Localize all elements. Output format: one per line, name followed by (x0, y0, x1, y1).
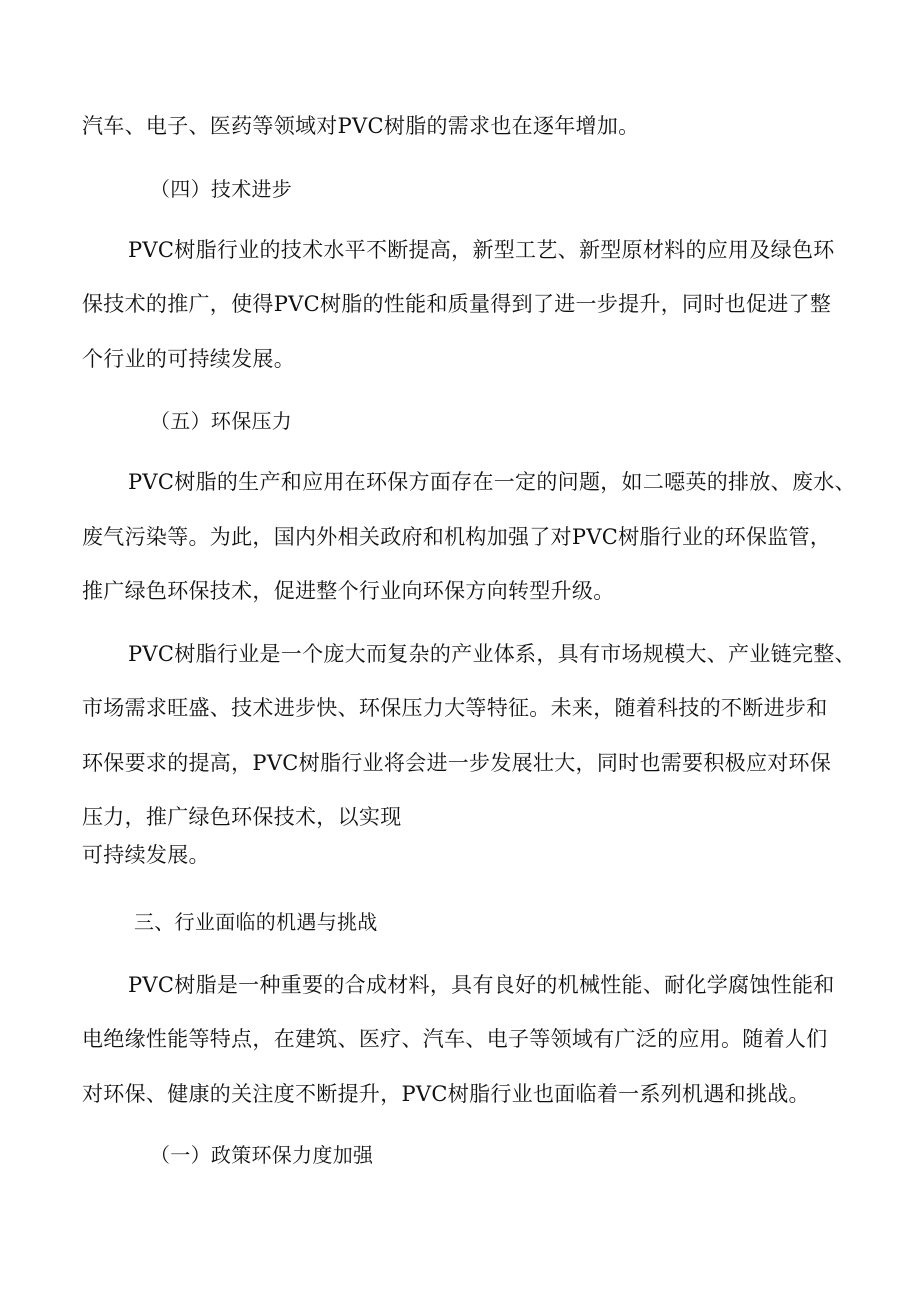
paragraph-line-7: PVC树脂的生产和应用在环保方面存在一定的问题，如二噁英的排放、废水、 (128, 470, 856, 494)
paragraph-line-5: 个行业的可持续发展。 (82, 347, 295, 371)
paragraph-line-17: 电绝缘性能等特点，在建筑、医疗、汽车、电子等领域有广泛的应用。随着人们 (82, 1027, 828, 1051)
paragraph-line-12: 环保要求的提高，PVC树脂行业将会进一步发展壮大，同时也需要积极应对环保 (82, 751, 832, 775)
paragraph-line-13: 压力，推广绿色环保技术，以实现 (82, 805, 402, 829)
paragraph-line-4: 保技术的推广，使得PVC树脂的性能和质量得到了进一步提升，同时也促进了整 (82, 292, 832, 316)
paragraph-line-1: 汽车、电子、医药等领域对PVC树脂的需求也在逐年增加。 (82, 114, 640, 138)
section-heading-one: （一）政策环保力度加强 (150, 1143, 374, 1167)
paragraph-line-11: 市场需求旺盛、技术进步快、环保压力大等特征。未来，随着科技的不断进步和 (82, 696, 828, 720)
paragraph-line-18: 对环保、健康的关注度不断提升，PVC树脂行业也面临着一系列机遇和挑战。 (82, 1082, 810, 1106)
paragraph-line-10: PVC树脂行业是一个庞大而复杂的产业体系，具有市场规模大、产业链完整、 (128, 642, 856, 666)
section-heading-three: 三、行业面临的机遇与挑战 (134, 910, 378, 934)
paragraph-line-3: PVC树脂行业的技术水平不断提高，新型工艺、新型原材料的应用及绿色环 (128, 238, 835, 262)
paragraph-line-8: 废气污染等。为此，国内外相关政府和机构加强了对PVC树脂行业的环保监管， (82, 525, 832, 549)
paragraph-line-16: PVC树脂是一种重要的合成材料，具有良好的机械性能、耐化学腐蚀性能和 (128, 973, 835, 997)
section-heading-five: （五）环保压力 (150, 409, 293, 433)
paragraph-line-14: 可持续发展。 (82, 843, 210, 867)
section-heading-four: （四）技术进步 (150, 177, 293, 201)
paragraph-line-9: 推广绿色环保技术，促进整个行业向环保方向转型升级。 (82, 579, 615, 603)
